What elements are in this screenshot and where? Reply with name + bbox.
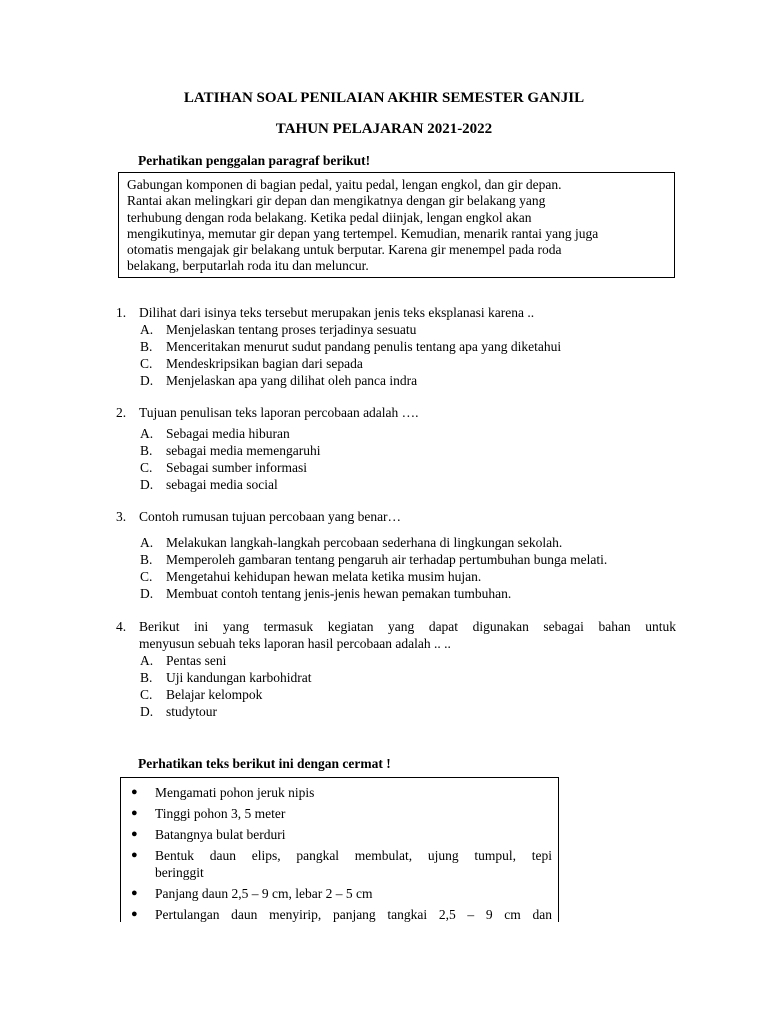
bullet-icon: ● bbox=[131, 908, 138, 920]
question-number: 2. bbox=[116, 405, 127, 420]
option-letter: A. bbox=[140, 653, 154, 668]
option-letter: D. bbox=[140, 477, 154, 492]
option-c bbox=[140, 355, 676, 372]
option-list bbox=[140, 321, 676, 389]
paragraph-line: terhubung dengan roda belakang. Ketika pedal diinjak, lengan engkol akan bbox=[127, 209, 532, 225]
option-letter: A. bbox=[140, 426, 154, 441]
option-d bbox=[140, 372, 676, 389]
option-text: Menjelaskan tentang proses terjadinya sesuatu bbox=[166, 322, 417, 337]
option-text: sebagai media memengaruhi bbox=[166, 443, 321, 458]
option-c bbox=[140, 459, 676, 476]
bullet-text: Batangnya bulat berduri bbox=[155, 827, 286, 842]
option-letter: B. bbox=[140, 670, 153, 685]
question-text: Contoh rumusan tujuan percobaan yang benar… bbox=[139, 509, 402, 524]
option-list bbox=[140, 425, 676, 493]
question-number: 4. bbox=[116, 619, 127, 634]
observation-box bbox=[120, 777, 559, 922]
bullet-text: Mengamati pohon jeruk nipis bbox=[155, 785, 315, 800]
paragraph-line: otomatis mengajak gir belakang untuk berputar. Karena gir menempel pada roda bbox=[127, 242, 562, 258]
option-list bbox=[140, 652, 676, 720]
instruction-observation: Perhatikan teks berikut ini dengan cermat ! bbox=[138, 756, 391, 771]
bullet-icon: ● bbox=[131, 807, 138, 819]
question-text-line-2: menyusun sebuah teks laporan hasil percobaan adalah .. .. bbox=[139, 636, 451, 651]
option-text: Membuat contoh tentang jenis-jenis hewan pemakan tumbuhan. bbox=[166, 586, 512, 601]
option-c bbox=[140, 686, 676, 703]
question-number: 3. bbox=[116, 509, 127, 524]
question-4 bbox=[116, 618, 676, 720]
question-text-line-1: Berikut ini yang termasuk kegiatan yang dapat digunakan sebagai bahan untuk bbox=[139, 619, 676, 634]
option-letter: C. bbox=[140, 356, 153, 371]
option-d bbox=[140, 585, 676, 602]
option-text: Memperoleh gambaran tentang pengaruh air terhadap pertumbuhan bunga melati. bbox=[166, 552, 608, 567]
option-a bbox=[140, 425, 676, 442]
option-b bbox=[140, 669, 676, 686]
question-2 bbox=[116, 404, 676, 493]
option-list bbox=[140, 534, 676, 602]
option-text: Uji kandungan karbohidrat bbox=[166, 670, 312, 685]
option-text: Sebagai sumber informasi bbox=[166, 460, 307, 475]
option-letter: A. bbox=[140, 535, 154, 550]
bullet-text bbox=[155, 906, 552, 922]
option-text: Mendeskripsikan bagian dari sepada bbox=[166, 356, 363, 371]
paragraph-line: Rantai akan melingkari gir depan dan mengikatnya dengan gir belakang yang bbox=[127, 193, 546, 209]
option-text: Pentas seni bbox=[166, 653, 227, 668]
bullet-icon: ● bbox=[131, 828, 138, 840]
question-1 bbox=[116, 304, 676, 389]
option-b bbox=[140, 338, 676, 355]
option-letter: B. bbox=[140, 339, 153, 354]
option-letter: C. bbox=[140, 460, 153, 475]
option-text: Sebagai media hiburan bbox=[166, 426, 290, 441]
paragraph-line: mengikutinya, memutar gir depan yang tertempel. Kemudian, menarik rantai yang juga bbox=[127, 225, 599, 241]
question-text: Tujuan penulisan teks laporan percobaan adalah …. bbox=[139, 405, 419, 420]
option-d bbox=[140, 476, 676, 493]
bullet-item bbox=[128, 784, 552, 801]
option-text: Mengetahui kehidupan hewan melata ketika musim hujan. bbox=[166, 569, 482, 584]
option-text: studytour bbox=[166, 704, 218, 719]
paragraph-box bbox=[118, 172, 675, 278]
bullet-icon: ● bbox=[131, 786, 138, 798]
bullet-icon: ● bbox=[131, 887, 138, 899]
page-title: LATIHAN SOAL PENILAIAN AKHIR SEMESTER GANJIL bbox=[183, 90, 585, 106]
option-text: Melakukan langkah-langkah percobaan sederhana di lingkungan sekolah. bbox=[166, 535, 563, 550]
paragraph-line: belakang, berputarlah roda itu dan meluncur. bbox=[127, 258, 369, 274]
bullet-text: Panjang daun 2,5 – 9 cm, lebar 2 – 5 cm bbox=[155, 886, 373, 901]
option-letter: B. bbox=[140, 552, 153, 567]
option-c bbox=[140, 568, 676, 585]
option-letter: D. bbox=[140, 704, 154, 719]
option-letter: A. bbox=[140, 322, 154, 337]
bullet-text bbox=[155, 847, 552, 881]
option-a bbox=[140, 652, 676, 669]
bullet-item bbox=[128, 885, 552, 902]
page-subtitle: TAHUN PELAJARAN 2021-2022 bbox=[275, 121, 493, 137]
option-b bbox=[140, 551, 676, 568]
option-a bbox=[140, 534, 676, 551]
bullet-text-line-1: Bentuk daun elips, pangkal membulat, ujung tumpul, tepi bbox=[155, 848, 552, 863]
option-letter: C. bbox=[140, 569, 153, 584]
bullet-item bbox=[128, 826, 552, 843]
bullet-text-line-1: Pertulangan daun menyirip, panjang tangkai 2,5 – 9 cm dan bbox=[155, 907, 552, 922]
bullet-text-line-2: beringgit bbox=[155, 865, 204, 880]
option-d bbox=[140, 703, 676, 720]
bullet-icon: ● bbox=[131, 849, 138, 861]
bullet-text: Tinggi pohon 3, 5 meter bbox=[155, 806, 286, 821]
option-text: Menjelaskan apa yang dilihat oleh panca indra bbox=[166, 373, 418, 388]
option-letter: B. bbox=[140, 443, 153, 458]
bullet-item bbox=[128, 847, 552, 881]
bullet-item bbox=[128, 906, 552, 922]
option-text: sebagai media social bbox=[166, 477, 278, 492]
option-a bbox=[140, 321, 676, 338]
option-text: Belajar kelompok bbox=[166, 687, 263, 702]
option-letter: D. bbox=[140, 373, 154, 388]
question-number: 1. bbox=[116, 305, 127, 320]
paragraph-line: Gabungan komponen di bagian pedal, yaitu pedal, lengan engkol, dan gir depan. bbox=[127, 177, 562, 192]
option-letter: C. bbox=[140, 687, 153, 702]
option-b bbox=[140, 442, 676, 459]
question-text: Dilihat dari isinya teks tersebut merupakan jenis teks eksplanasi karena .. bbox=[139, 305, 535, 320]
instruction-paragraph: Perhatikan penggalan paragraf berikut! bbox=[138, 153, 371, 168]
option-text: Menceritakan menurut sudut pandang penulis tentang apa yang diketahui bbox=[166, 339, 562, 354]
question-3 bbox=[116, 508, 676, 602]
option-letter: D. bbox=[140, 586, 154, 601]
bullet-item bbox=[128, 805, 552, 822]
